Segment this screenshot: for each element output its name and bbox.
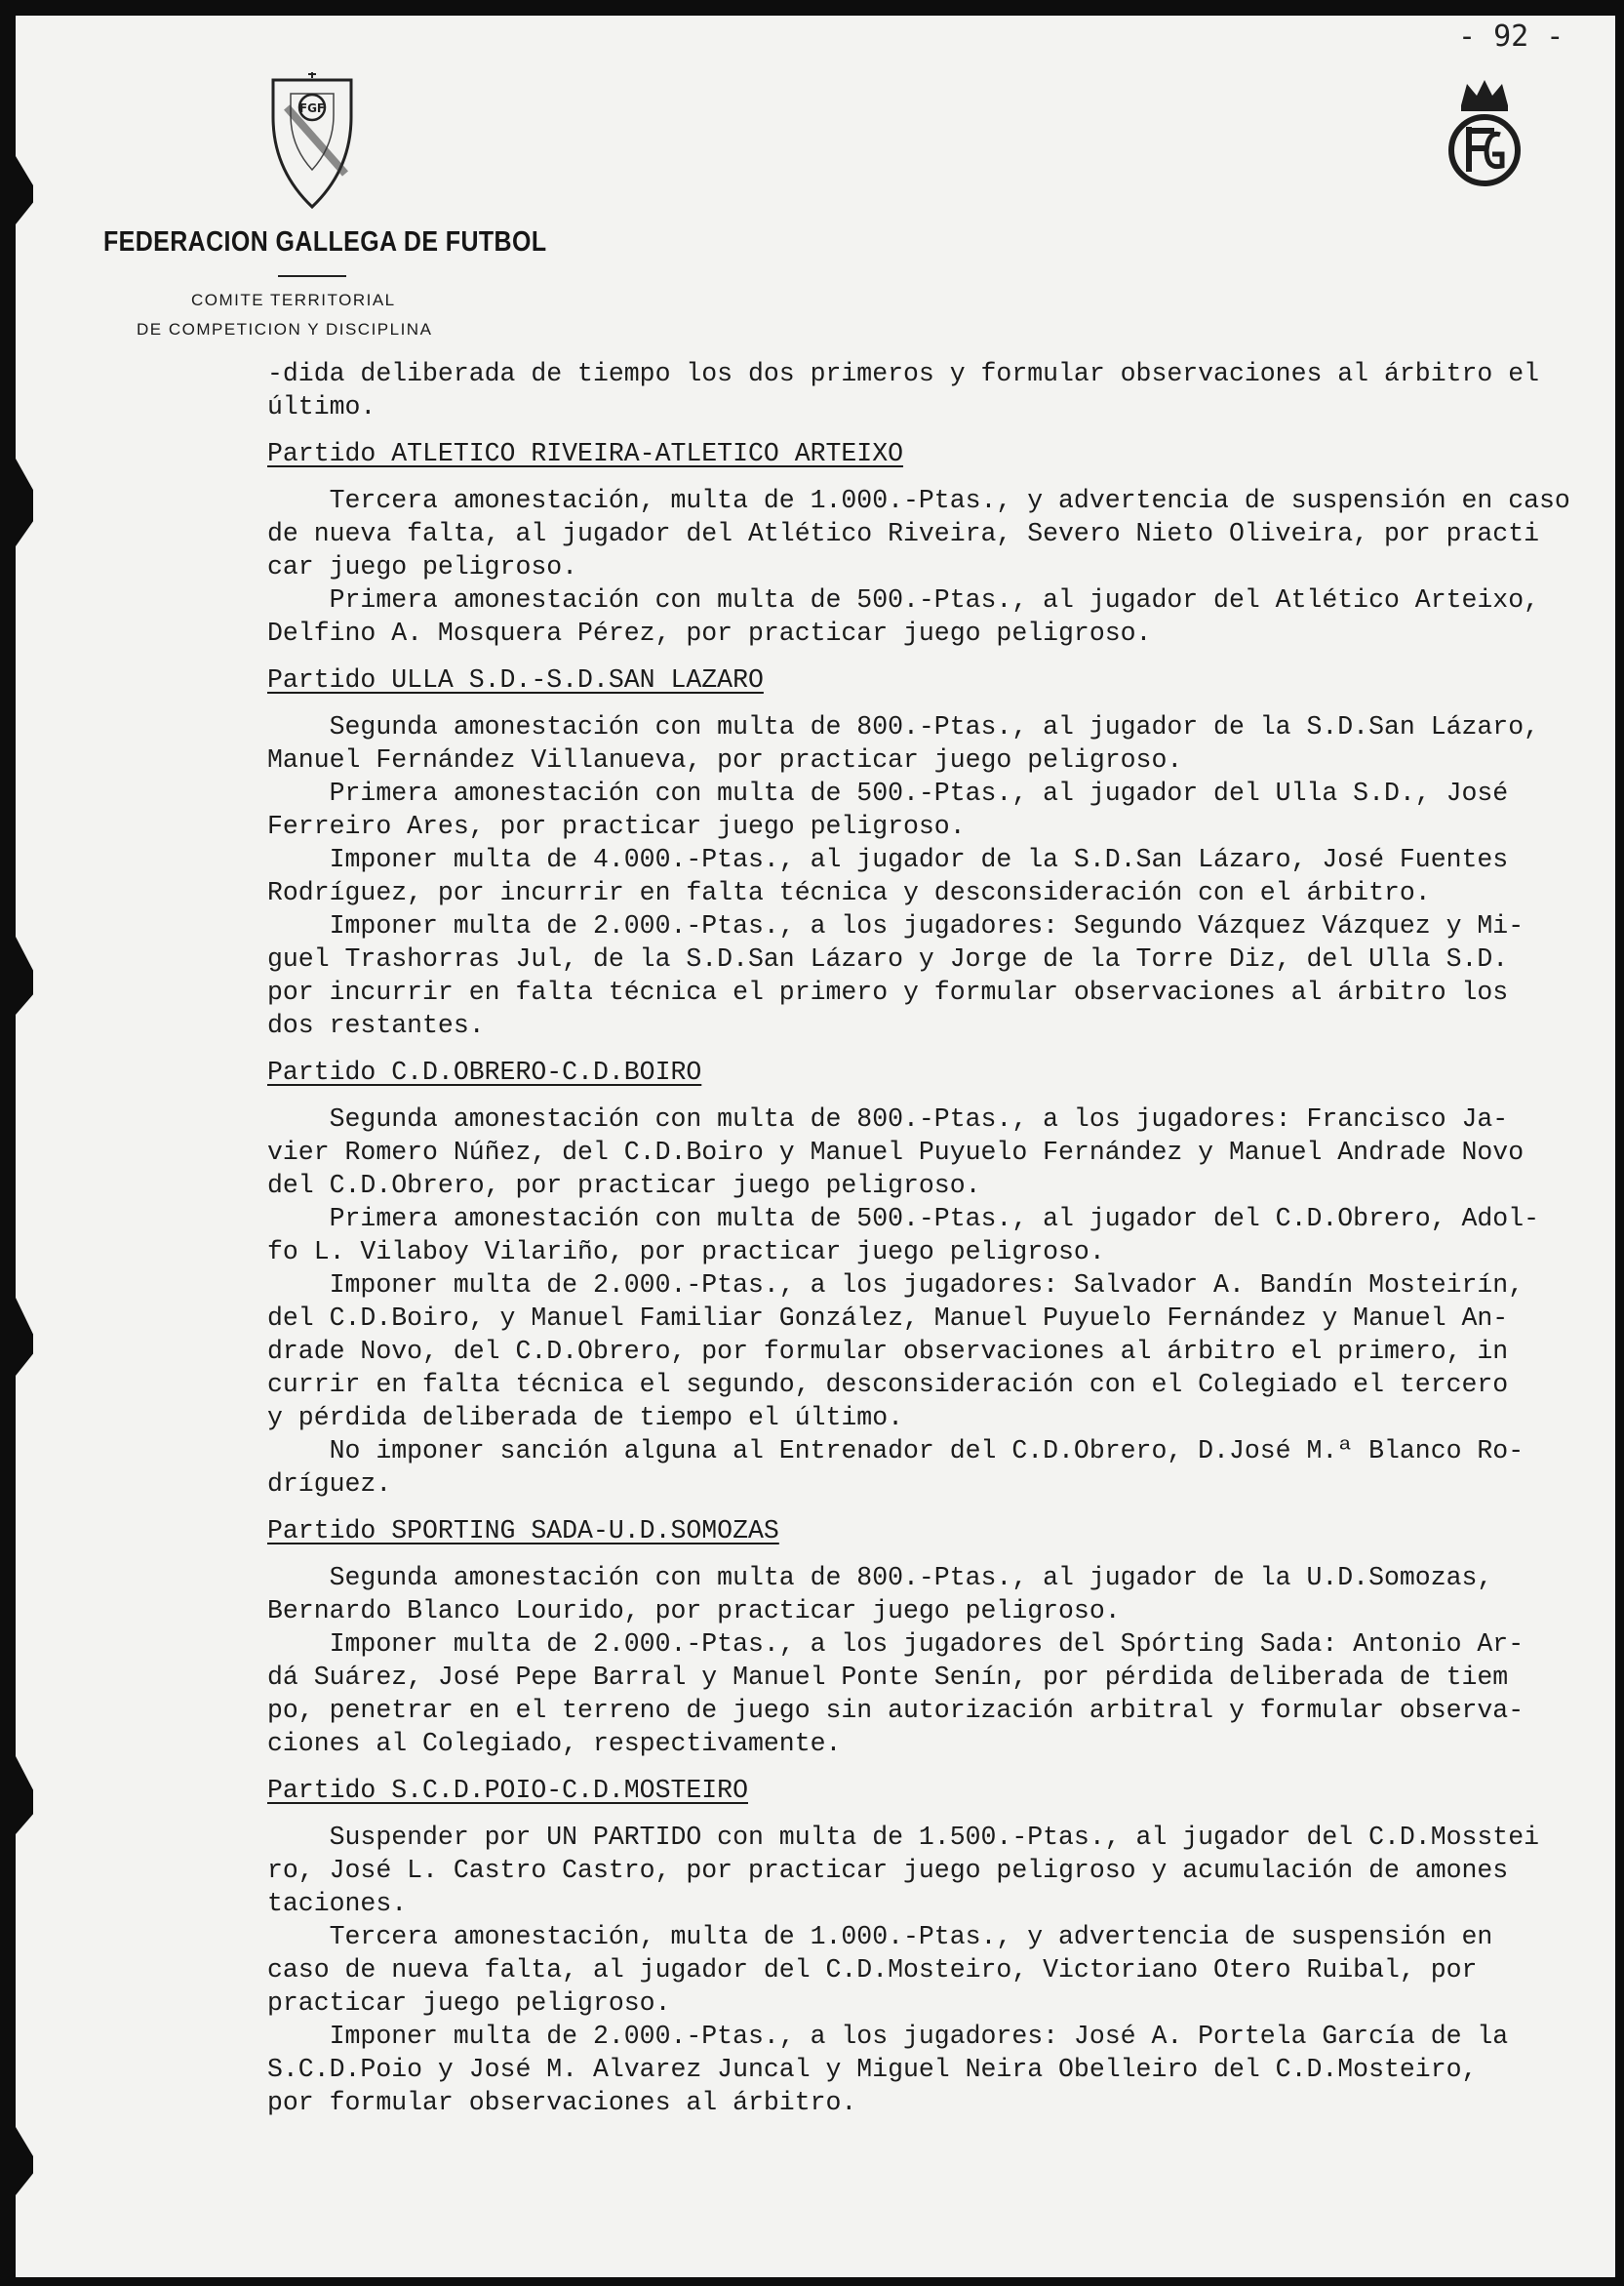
match-sections <box>267 437 1613 2119</box>
match-section <box>267 1774 1613 2119</box>
text-line: -dida deliberada de tiempo los dos primeros y formular observaciones al árbitro el <box>267 359 1540 388</box>
federation-name: FEDERACION GALLEGA DE FUTBOL <box>103 226 547 258</box>
text-line: dríguez. <box>267 1469 392 1499</box>
svg-text:FGF: FGF <box>298 101 326 115</box>
text-line: de nueva falta, al jugador del Atlético Riveira, Severo Nieto Oliveira, por practi <box>267 519 1540 548</box>
text-line: Primera amonestación con multa de 500.-Ptas., al jugador del Atlético Arteixo, <box>267 585 1540 615</box>
text-line: Segunda amonestación con multa de 800.-Ptas., al jugador de la U.D.Somozas, <box>267 1563 1493 1592</box>
text-line: Primera amonestación con multa de 500.-Ptas., al jugador del C.D.Obrero, Adol- <box>267 1204 1540 1233</box>
text-line: drade Novo, del C.D.Obrero, por formular observaciones al árbitro el primero, in <box>267 1337 1509 1366</box>
text-line: po, penetrar en el terreno de juego sin autorización arbitral y formular observa- <box>267 1696 1525 1725</box>
match-heading <box>267 663 1613 697</box>
text-line: practicar juego peligroso. <box>267 1988 671 2018</box>
text-line: vier Romero Núñez, del C.D.Boiro y Manuel Puyuelo Fernández y Manuel Andrade Novo <box>267 1138 1525 1167</box>
text-line: car juego peligroso. <box>267 552 578 582</box>
page-number: - 92 - <box>1458 20 1565 54</box>
text-line: por incurrir en falta técnica el primero y formular observaciones al árbitro los <box>267 978 1509 1007</box>
text-line: taciones. <box>267 1889 408 1918</box>
resolution-body <box>267 357 1613 2119</box>
text-line: Delfino A. Mosquera Pérez, por practicar juego peligroso. <box>267 619 1152 648</box>
committee-line-2: DE COMPETICION Y DISCIPLINA <box>137 320 433 339</box>
match-heading <box>267 1056 1613 1089</box>
fgf-shield-logo-icon <box>269 72 355 211</box>
text-line: Ferreiro Ares, por practicar juego peligroso. <box>267 812 966 841</box>
text-line: Imponer multa de 2.000.-Ptas., a los jugadores: José A. Portela García de la <box>267 2022 1509 2051</box>
text-line: Rodríguez, por incurrir en falta técnica y desconsideración con el árbitro. <box>267 878 1431 907</box>
text-line: Tercera amonestación, multa de 1.000.-Ptas., y advertencia de suspensión en caso <box>267 486 1570 515</box>
match-heading-text: Partido SPORTING SADA-U.D.SOMOZAS <box>267 1516 779 1545</box>
text-line: Segunda amonestación con multa de 800.-Ptas., a los jugadores: Francisco Ja- <box>267 1104 1509 1134</box>
text-line: Imponer multa de 2.000.-Ptas., a los jugadores: Segundo Vázquez Vázquez y Mi- <box>267 911 1525 941</box>
intro-paragraph <box>267 357 1613 423</box>
text-line: Tercera amonestación, multa de 1.000.-Ptas., y advertencia de suspensión en <box>267 1922 1493 1951</box>
text-line: Bernardo Blanco Lourido, por practicar juego peligroso. <box>267 1596 1121 1625</box>
text-line: ro, José L. Castro Castro, por practicar juego peligroso y acumulación de amones <box>267 1856 1509 1885</box>
match-section <box>267 437 1613 650</box>
text-line: del C.D.Obrero, por practicar juego peligroso. <box>267 1171 981 1200</box>
text-line: fo L. Vilaboy Vilariño, por practicar juego peligroso. <box>267 1237 1105 1266</box>
match-heading-text: Partido C.D.OBRERO-C.D.BOIRO <box>267 1058 702 1087</box>
text-line: No imponer sanción alguna al Entrenador del C.D.Obrero, D.José M.ª Blanco Ro- <box>267 1436 1525 1465</box>
match-section <box>267 663 1613 1042</box>
match-heading <box>267 1514 1613 1547</box>
text-line: S.C.D.Poio y José M. Alvarez Juncal y Miguel Neira Obelleiro del C.D.Mosteiro, <box>267 2055 1478 2084</box>
text-line: dos restantes. <box>267 1011 485 1040</box>
text-line: currir en falta técnica el segundo, desconsideración con el Colegiado el tercero <box>267 1370 1509 1399</box>
match-heading <box>267 437 1613 470</box>
text-line: dá Suárez, José Pepe Barral y Manuel Ponte Senín, por pérdida deliberada de tiem <box>267 1663 1509 1692</box>
committee-line-1: COMITE TERRITORIAL <box>191 291 396 309</box>
text-line: último. <box>267 392 376 421</box>
text-line: Primera amonestación con multa de 500.-Ptas., al jugador del Ulla S.D., José <box>267 779 1509 808</box>
match-heading-text: Partido ULLA S.D.-S.D.SAN LAZARO <box>267 665 764 695</box>
header-divider <box>278 275 346 277</box>
match-heading-text: Partido S.C.D.POIO-C.D.MOSTEIRO <box>267 1776 748 1805</box>
text-line: por formular observaciones al árbitro. <box>267 2088 857 2117</box>
text-line: Segunda amonestación con multa de 800.-Ptas., al jugador de la S.D.San Lázaro, <box>267 712 1540 742</box>
rfef-crown-emblem-icon <box>1444 76 1525 189</box>
text-line: Manuel Fernández Villanueva, por practicar juego peligroso. <box>267 745 1183 775</box>
text-line: guel Trashorras Jul, de la S.D.San Lázaro y Jorge de la Torre Diz, del Ulla S.D. <box>267 944 1509 974</box>
match-section <box>267 1056 1613 1501</box>
text-line: Imponer multa de 2.000.-Ptas., a los jugadores: Salvador A. Bandín Mosteirín, <box>267 1270 1525 1300</box>
text-line: caso de nueva falta, al jugador del C.D.Mosteiro, Victoriano Otero Ruibal, por <box>267 1955 1478 1985</box>
text-line: del C.D.Boiro, y Manuel Familiar González, Manuel Puyuelo Fernández y Manuel An- <box>267 1303 1509 1333</box>
match-heading <box>267 1774 1613 1807</box>
text-line: Imponer multa de 2.000.-Ptas., a los jugadores del Spórting Sada: Antonio Ar- <box>267 1629 1525 1659</box>
text-line: Suspender por UN PARTIDO con multa de 1.500.-Ptas., al jugador del C.D.Mosstei <box>267 1823 1540 1852</box>
match-heading-text: Partido ATLETICO RIVEIRA-ATLETICO ARTEIXO <box>267 439 904 468</box>
text-line: Imponer multa de 4.000.-Ptas., al jugador de la S.D.San Lázaro, José Fuentes <box>267 845 1509 874</box>
match-section <box>267 1514 1613 1760</box>
text-line: y pérdida deliberada de tiempo el último. <box>267 1403 904 1432</box>
text-line: ciones al Colegiado, respectivamente. <box>267 1729 842 1758</box>
